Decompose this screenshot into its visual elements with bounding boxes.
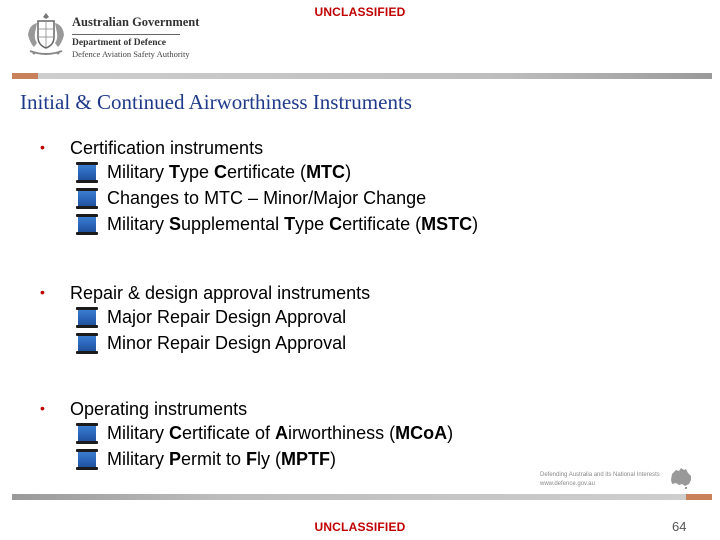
section-heading-text: Repair & design approval instruments xyxy=(70,283,371,303)
list-item xyxy=(40,330,370,356)
logo-divider xyxy=(72,34,180,35)
section-heading xyxy=(40,136,263,159)
section-heading-text: Certification instruments xyxy=(70,138,264,158)
list-item xyxy=(40,420,454,446)
authority-name: Defence Aviation Safety Authority xyxy=(72,49,190,59)
classification-bottom: UNCLASSIFIED xyxy=(314,520,406,534)
footer-divider xyxy=(12,494,712,500)
footer-tagline-block xyxy=(540,471,660,489)
list-item-text: Changes to MTC – Minor/Major Change xyxy=(107,188,427,208)
square-bullet-icon xyxy=(78,189,96,208)
commonwealth-crest-icon xyxy=(24,9,68,61)
slide-title: Initial & Continued Airworthiness Instruments xyxy=(20,90,412,114)
list-item xyxy=(40,446,337,472)
government-name: Australian Government xyxy=(72,15,200,29)
square-bullet-icon xyxy=(78,450,96,469)
list-item-text: Military Certificate of Airworthiness (MCoA) xyxy=(107,423,454,443)
section-heading-text: Operating instruments xyxy=(70,399,248,419)
list-item xyxy=(40,211,479,237)
list-item-text: Military Permit to Fly (MPTF) xyxy=(107,449,337,469)
section-heading xyxy=(40,281,370,304)
bullet-icon: • xyxy=(40,284,45,300)
header-divider xyxy=(12,73,712,79)
bullet-icon: • xyxy=(40,139,45,155)
page-number: 64 xyxy=(672,519,687,534)
section-certification xyxy=(40,136,479,237)
square-bullet-icon xyxy=(78,163,96,182)
government-logo xyxy=(24,9,200,67)
square-bullet-icon xyxy=(78,424,96,443)
list-item xyxy=(40,304,370,330)
list-item-text: Military Type Certificate (MTC) xyxy=(107,162,352,182)
section-repair-design xyxy=(40,281,370,356)
square-bullet-icon xyxy=(78,308,96,327)
department-name: Department of Defence xyxy=(72,38,166,48)
list-item-text: Minor Repair Design Approval xyxy=(107,333,347,353)
footer-tagline: Defending Australia and its National Interests xyxy=(540,472,660,478)
list-item-text: Military Supplemental Type Certificate (MSTC) xyxy=(107,214,479,234)
list-item xyxy=(40,185,427,211)
australia-map-icon xyxy=(668,466,694,490)
square-bullet-icon xyxy=(78,215,96,234)
bullet-icon: • xyxy=(40,400,45,416)
list-item-text: Major Repair Design Approval xyxy=(107,307,347,327)
footer-url: www.defence.gov.au xyxy=(540,481,595,487)
section-operating xyxy=(40,397,454,472)
list-item xyxy=(40,159,352,185)
section-heading xyxy=(40,397,247,420)
classification-top: UNCLASSIFIED xyxy=(314,5,406,19)
square-bullet-icon xyxy=(78,334,96,353)
